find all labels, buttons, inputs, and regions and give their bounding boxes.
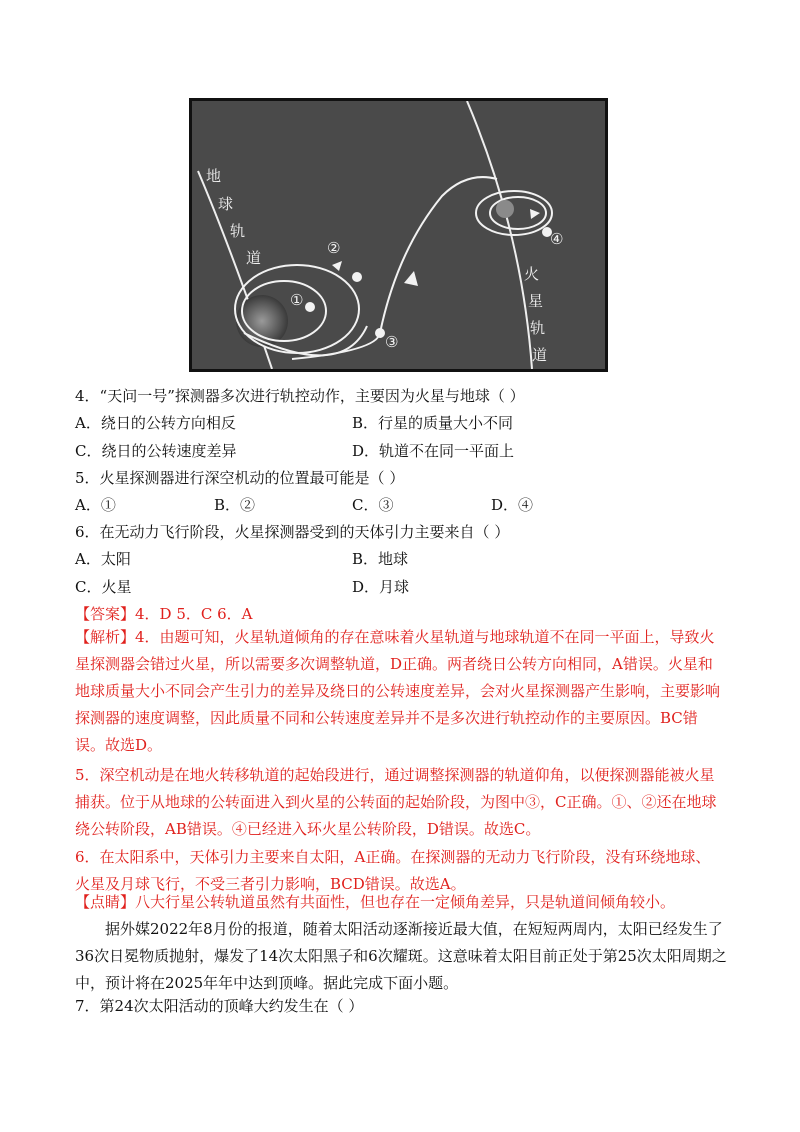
analysis-q6: 6．在太阳系中，天体引力主要来自太阳，A正确。在探测器的无动力飞行阶段，没有环绕地球、火星及月球飞行，不受三者引力影响，BCD错误。故选A。	[75, 848, 711, 893]
marker-4: ④	[550, 230, 564, 248]
mars-orbit-label-3: 轨	[530, 319, 546, 337]
passage-text: 据外媒2022年8月份的报道，随着太阳活动逐渐接近最大值，在短短两周内，太阳已经发生了36次日冕物质抛射，爆发了14次太阳黑子和6次耀斑。这意味着太阳目前正处于第25次太阳周期之中，预计将在2025年年中达到顶峰。据此完成下面小题。	[75, 920, 727, 992]
q4-option-d[interactable]: D．轨道不在同一平面上	[352, 442, 515, 460]
q5-option-c[interactable]: C．③	[352, 496, 394, 514]
analysis-q5: 5．深空机动是在地火转移轨道的起始段进行，通过调整探测器的轨道仰角，以便探测器能被火星捕获。位于从地球的公转面进入到火星的公转面的起始阶段，为图中③，C正确。①、②还在地球绕公转阶段，AB错误。④已经进入环火星公转阶段，D错误。故选C。	[75, 766, 717, 838]
q6-option-b[interactable]: B．地球	[352, 550, 409, 568]
mars-orbit-label-4: 道	[532, 346, 548, 364]
q6-stem: 6．在无动力飞行阶段，火星探测器受到的天体引力主要来自（ ）	[75, 523, 510, 541]
q5-stem: 5．火星探测器进行深空机动的位置最可能是（ ）	[75, 469, 405, 487]
q5-option-d[interactable]: D．④	[491, 496, 534, 514]
q6-option-d[interactable]: D．月球	[352, 578, 410, 596]
marker-3: ③	[385, 333, 399, 351]
earth-orbit-label-4: 道	[246, 249, 262, 267]
q4-option-a[interactable]: A．绕日的公转方向相反	[75, 414, 236, 432]
earth-orbit-label-2: 球	[218, 195, 234, 213]
mars-orbit-label-1: 火	[524, 265, 540, 283]
marker-1: ①	[290, 291, 304, 309]
earth-orbit-label-3: 轨	[230, 222, 246, 240]
q7-stem: 7．第24次太阳活动的顶峰大约发生在（ ）	[75, 997, 364, 1015]
q5-option-a[interactable]: A．①	[75, 496, 116, 514]
mars-orbit-label-2: 星	[528, 292, 544, 310]
q4-option-c[interactable]: C．绕日的公转速度差异	[75, 442, 237, 460]
orbit-diagram	[189, 98, 608, 372]
answer-line: 【答案】4．D 5．C 6．A	[75, 605, 253, 623]
earth-orbit-label-1: 地	[206, 167, 222, 185]
q5-option-b[interactable]: B．②	[214, 496, 256, 514]
q6-option-c[interactable]: C．火星	[75, 578, 132, 596]
mars-body	[496, 200, 514, 218]
q6-option-a[interactable]: A．太阳	[75, 550, 131, 568]
analysis-tip: 【点睛】八大行星公转轨道虽然有共面性，但也存在一定倾角差异，只是轨道间倾角较小。	[75, 893, 676, 911]
marker-2: ②	[327, 239, 341, 257]
q4-stem: 4．“天问一号”探测器多次进行轨控动作，主要因为火星与地球（ ）	[75, 387, 525, 405]
analysis-q4: 【解析】4．由题可知，火星轨道倾角的存在意味着火星轨道与地球轨道不在同一平面上，导致火星探测器会错过火星，所以需要多次调整轨道，D正确。两者绕日公转方向相同，A错误。火星和地球质量大小不同会产生引力的差异及绕日的公转速度差异，会对火星探测器产生影响，主要影响探测器的速度调整，因此质量不同和公转速度差异并不是多次进行轨控动作的主要原因。BC错误。故选D。	[75, 628, 721, 754]
q4-option-b[interactable]: B．行星的质量大小不同	[352, 414, 514, 432]
